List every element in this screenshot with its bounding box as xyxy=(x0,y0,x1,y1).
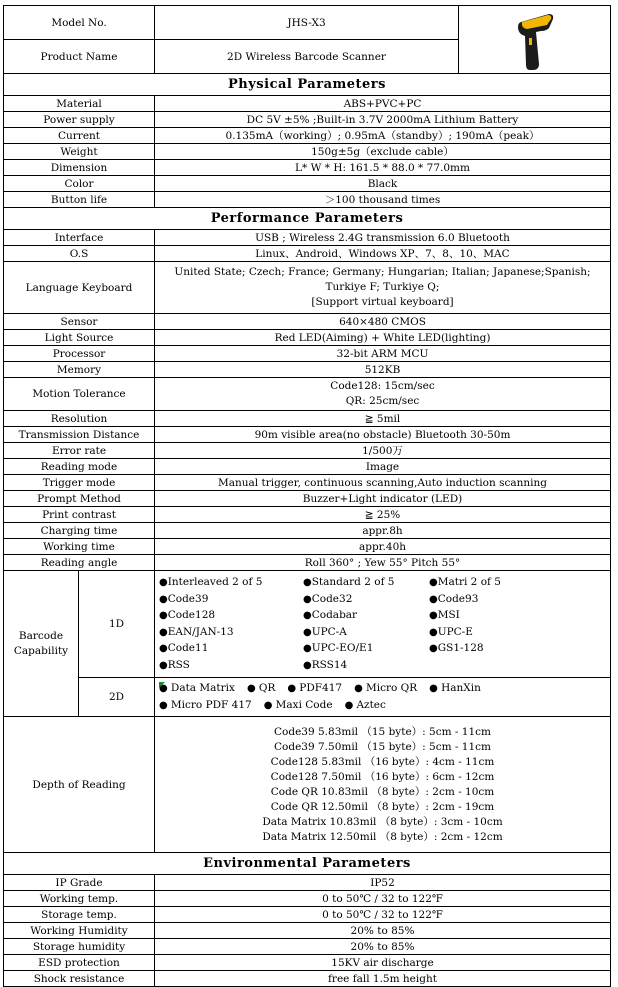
language-label: Language Keyboard xyxy=(4,262,155,314)
bullet-icon: ● xyxy=(159,700,171,711)
barcode-1d-item xyxy=(159,641,303,657)
barcode-2d-item xyxy=(159,681,235,697)
env-0-label: IP Grade xyxy=(4,875,155,891)
barcode-symbology: Micro PDF 417 xyxy=(170,699,252,711)
physical-4-value: L* W * H: 161.5 * 88.0 * 77.0mm xyxy=(155,160,611,176)
env-5-label: ESD protection xyxy=(4,955,155,971)
os-value: Linux、Android、Windows XP、7、8、10、MAC xyxy=(155,246,611,262)
perf-b-2-label: Error rate xyxy=(4,443,155,459)
depth-line: Code QR 12.50mil （8 byte）: 2cm - 19cm xyxy=(270,800,495,813)
perf-b-6-label: Print contrast xyxy=(4,507,155,523)
barcode-symbology: GS1-128 xyxy=(437,642,484,654)
barcode-1d-list xyxy=(155,571,611,678)
env-6-label: Shock resistance xyxy=(4,971,155,987)
bullet-icon: ● xyxy=(303,643,312,654)
barcode-scanner-icon xyxy=(515,12,555,74)
barcode-1d-item xyxy=(303,641,429,657)
env-2-value: 0 to 50℃ / 32 to 122℉ xyxy=(155,907,611,923)
bullet-icon: ● xyxy=(303,593,312,605)
barcode-symbology: Code93 xyxy=(437,592,479,605)
perf-a-1-row xyxy=(4,330,611,346)
perf-b-8-value: appr.40h xyxy=(155,539,611,555)
barcode-symbology: Matri 2 of 5 xyxy=(437,576,501,588)
env-4-label: Storage humidity xyxy=(4,939,155,955)
perf-b-3-label: Reading mode xyxy=(4,459,155,475)
barcode-symbology: Micro QR xyxy=(365,682,418,694)
barcode-1d-item xyxy=(159,658,303,674)
barcode-2d-item xyxy=(345,698,386,714)
physical-1-value: DC 5V ±5% ;Built-in 3.7V 2000mA Lithium Battery xyxy=(155,112,611,128)
barcode-symbology: Standard 2 of 5 xyxy=(311,576,395,588)
spec-sheet xyxy=(3,5,610,987)
physical-0-label: Material xyxy=(4,96,155,112)
perf-b-6-row xyxy=(4,507,611,523)
perf-a-2-row xyxy=(4,346,611,362)
cell-comment-marker xyxy=(159,682,165,688)
perf-b-8-row xyxy=(4,539,611,555)
language-row xyxy=(4,262,611,314)
perf-b-9-row xyxy=(4,555,611,571)
barcode-2d-row xyxy=(4,678,611,717)
bullet-icon: ● xyxy=(429,643,438,654)
barcode-symbology: RSS xyxy=(167,658,190,671)
physical-0-row xyxy=(4,96,611,112)
depth-line: Code128 7.50mil （16 byte）: 6cm - 12cm xyxy=(270,770,495,783)
bullet-icon: ● xyxy=(303,577,312,588)
barcode-2d-item xyxy=(159,698,252,714)
performance-section-title: Performance Parameters xyxy=(4,208,611,230)
physical-5-label: Color xyxy=(4,176,155,192)
physical-section-row xyxy=(4,74,611,96)
physical-2-label: Current xyxy=(4,128,155,144)
perf-b-8-label: Working time xyxy=(4,539,155,555)
barcode-2d-item xyxy=(429,681,481,697)
perf-b-4-label: Trigger mode xyxy=(4,475,155,491)
product-value: 2D Wireless Barcode Scanner xyxy=(155,40,459,74)
barcode-1d-item xyxy=(429,575,589,591)
physical-5-value: Black xyxy=(155,176,611,192)
barcode-symbology: UPC-A xyxy=(311,625,347,638)
barcode-1d-row xyxy=(4,571,611,678)
barcode-symbology: Aztec xyxy=(356,699,386,711)
perf-a-3-label: Memory xyxy=(4,362,155,378)
bullet-icon: ● xyxy=(429,577,438,588)
perf-a-1-value: Red LED(Aiming) + White LED(lighting) xyxy=(155,330,611,346)
barcode-symbology: Codabar xyxy=(311,609,358,621)
perf-b-7-value: appr.8h xyxy=(155,523,611,539)
bullet-icon: ● xyxy=(159,610,168,621)
env-4-row xyxy=(4,939,611,955)
model-label: Model No. xyxy=(4,6,155,40)
physical-2-row xyxy=(4,128,611,144)
barcode-symbology: RSS14 xyxy=(311,658,348,671)
barcode-1d-item xyxy=(303,592,429,608)
motion-line: Code128: 15cm/sec xyxy=(330,380,435,392)
depth-line: Code QR 10.83mil （8 byte）: 2cm - 10cm xyxy=(270,785,495,798)
perf-b-0-label: Resolution xyxy=(4,411,155,427)
motion-label: Motion Tolerance xyxy=(4,378,155,411)
interface-label: Interface xyxy=(4,230,155,246)
env-1-value: 0 to 50℃ / 32 to 122℉ xyxy=(155,891,611,907)
barcode-symbology: Code11 xyxy=(167,642,209,654)
bullet-icon: ● xyxy=(159,593,168,605)
barcode-2d-item xyxy=(287,681,342,697)
depth-line: Data Matrix 10.83mil （8 byte）: 3cm - 10cm xyxy=(262,815,503,828)
barcode-2d-item xyxy=(354,681,417,697)
physical-4-row xyxy=(4,160,611,176)
perf-b-5-value: Buzzer+Light indicator (LED) xyxy=(155,491,611,507)
bullet-icon: ● xyxy=(159,659,168,671)
product-label: Product Name xyxy=(4,40,155,74)
bullet-icon: ● xyxy=(159,577,168,588)
barcode-symbology: UPC-E xyxy=(437,625,473,638)
barcode-symbology: MSI xyxy=(437,609,460,621)
env-6-value: free fall 1.5m height xyxy=(155,971,611,987)
perf-b-2-value: 1/500万 xyxy=(155,443,611,459)
depth-line: Code39 5.83mil （15 byte）: 5cm - 11cm xyxy=(274,725,491,738)
performance-section-row xyxy=(4,208,611,230)
bullet-icon: ● xyxy=(429,626,438,638)
barcode-1d-item xyxy=(159,575,303,591)
barcode-capability-label-line: Capability xyxy=(13,644,69,657)
env-6-row xyxy=(4,971,611,987)
os-label: O.S xyxy=(4,246,155,262)
bullet-icon: ● xyxy=(287,683,300,694)
bullet-icon: ● xyxy=(159,643,168,654)
perf-a-0-row xyxy=(4,314,611,330)
perf-a-0-label: Sensor xyxy=(4,314,155,330)
barcode-symbology: UPC-EO/E1 xyxy=(311,642,374,654)
physical-section-title: Physical Parameters xyxy=(4,74,611,96)
perf-b-4-value: Manual trigger, continuous scanning,Auto induction scanning xyxy=(155,475,611,491)
perf-b-3-value: Image xyxy=(155,459,611,475)
perf-a-3-row xyxy=(4,362,611,378)
bullet-icon: ● xyxy=(344,700,357,711)
language-line: Turkiye F; Turkiye Q; xyxy=(325,281,440,293)
barcode-2d-item xyxy=(247,681,275,697)
environmental-section-row xyxy=(4,853,611,875)
barcode-1d-item xyxy=(429,641,589,657)
barcode-2d-label: 2D xyxy=(79,678,155,717)
physical-4-label: Dimension xyxy=(4,160,155,176)
physical-1-row xyxy=(4,112,611,128)
depth-line: Data Matrix 12.50mil （8 byte）: 2cm - 12cm xyxy=(262,830,503,843)
barcode-symbology: Code32 xyxy=(311,592,353,605)
barcode-1d-item xyxy=(303,625,429,641)
bullet-icon: ● xyxy=(303,659,312,671)
physical-5-row xyxy=(4,176,611,192)
env-5-row xyxy=(4,955,611,971)
physical-3-row xyxy=(4,144,611,160)
physical-6-value: ＞100 thousand times xyxy=(155,192,611,208)
barcode-2d-item xyxy=(264,698,333,714)
physical-2-value: 0.135mA（working）; 0.95mA（standby）; 190mA（peak） xyxy=(155,128,611,144)
physical-3-value: 150g±5g（exclude cable） xyxy=(155,144,611,160)
barcode-capability-label-line: Barcode xyxy=(18,629,64,642)
env-0-value: IP52 xyxy=(155,875,611,891)
barcode-capability-label xyxy=(4,571,79,717)
barcode-1d-item xyxy=(429,625,589,641)
bullet-icon: ● xyxy=(263,700,276,711)
perf-b-6-value: ≧ 25% xyxy=(155,507,611,523)
barcode-symbology: Data Matrix xyxy=(170,682,235,694)
motion-value xyxy=(155,378,611,411)
barcode-symbology: HanXin xyxy=(441,682,481,694)
model-row xyxy=(4,6,611,40)
barcode-1d-item xyxy=(303,575,429,591)
perf-b-2-row xyxy=(4,443,611,459)
env-3-label: Working Humidity xyxy=(4,923,155,939)
perf-a-0-value: 640×480 CMOS xyxy=(155,314,611,330)
interface-row xyxy=(4,230,611,246)
barcode-symbology: PDF417 xyxy=(299,682,343,694)
barcode-1d-item xyxy=(429,592,589,608)
product-image-cell xyxy=(459,6,611,74)
perf-b-4-row xyxy=(4,475,611,491)
barcode-1d-item xyxy=(429,608,589,624)
physical-6-label: Button life xyxy=(4,192,155,208)
perf-b-0-row xyxy=(4,411,611,427)
model-value: JHS-X3 xyxy=(155,6,459,40)
motion-row xyxy=(4,378,611,411)
spec-table xyxy=(3,5,611,987)
os-row xyxy=(4,246,611,262)
perf-a-2-label: Processor xyxy=(4,346,155,362)
env-1-row xyxy=(4,891,611,907)
env-4-value: 20% to 85% xyxy=(155,939,611,955)
perf-b-1-value: 90m visible area(no obstacle) Bluetooth 30-50m xyxy=(155,427,611,443)
barcode-symbology: Interleaved 2 of 5 xyxy=(167,576,263,588)
barcode-2d-list xyxy=(155,678,611,717)
perf-b-5-row xyxy=(4,491,611,507)
barcode-1d-grid xyxy=(155,573,610,675)
perf-b-9-label: Reading angle xyxy=(4,555,155,571)
barcode-symbology: EAN/JAN-13 xyxy=(167,625,234,638)
barcode-1d-item xyxy=(429,658,589,674)
env-3-value: 20% to 85% xyxy=(155,923,611,939)
physical-0-value: ABS+PVC+PC xyxy=(155,96,611,112)
bullet-icon: ● xyxy=(159,683,171,694)
perf-b-5-label: Prompt Method xyxy=(4,491,155,507)
perf-b-7-row xyxy=(4,523,611,539)
depth-line: Code39 7.50mil （15 byte）: 5cm - 11cm xyxy=(274,740,491,753)
bullet-icon: ● xyxy=(429,593,438,605)
barcode-symbology: Maxi Code xyxy=(275,699,333,711)
env-2-label: Storage temp. xyxy=(4,907,155,923)
environmental-section-title: Environmental Parameters xyxy=(4,853,611,875)
barcode-2d-line xyxy=(159,680,606,697)
physical-1-label: Power supply xyxy=(4,112,155,128)
barcode-1d-item xyxy=(159,608,303,624)
env-5-value: 15KV air discharge xyxy=(155,955,611,971)
perf-b-7-label: Charging time xyxy=(4,523,155,539)
bullet-icon: ● xyxy=(354,683,366,694)
language-line: United State; Czech; France; Germany; Hungarian; Italian; Japanese;Spanish; xyxy=(174,266,591,278)
depth-value xyxy=(155,717,611,853)
env-3-row xyxy=(4,923,611,939)
perf-a-3-value: 512KB xyxy=(155,362,611,378)
barcode-1d-item xyxy=(303,608,429,624)
env-1-label: Working temp. xyxy=(4,891,155,907)
motion-line: QR: 25cm/sec xyxy=(345,395,420,407)
barcode-1d-item xyxy=(159,592,303,608)
barcode-symbology: Code39 xyxy=(167,592,209,605)
bullet-icon: ● xyxy=(303,626,312,638)
bullet-icon: ● xyxy=(303,610,312,621)
env-2-row xyxy=(4,907,611,923)
interface-value: USB ; Wireless 2.4G transmission 6.0 Bluetooth xyxy=(155,230,611,246)
perf-a-2-value: 32-bit ARM MCU xyxy=(155,346,611,362)
physical-6-row xyxy=(4,192,611,208)
bullet-icon: ● xyxy=(159,626,168,638)
depth-label: Depth of Reading xyxy=(4,717,155,853)
bullet-icon: ● xyxy=(429,683,442,694)
perf-b-9-value: Roll 360° ; Yew 55° Pitch 55° xyxy=(155,555,611,571)
bullet-icon: ● xyxy=(246,683,259,694)
barcode-1d-item xyxy=(159,625,303,641)
perf-b-0-value: ≧ 5mil xyxy=(155,411,611,427)
depth-row xyxy=(4,717,611,853)
barcode-symbology: QR xyxy=(258,682,276,694)
env-0-row xyxy=(4,875,611,891)
bullet-icon: ● xyxy=(429,610,438,621)
barcode-1d-item xyxy=(303,658,429,674)
barcode-2d-line xyxy=(159,697,606,714)
barcode-1d-label: 1D xyxy=(79,571,155,678)
perf-a-1-label: Light Source xyxy=(4,330,155,346)
depth-line: Code128 5.83mil （16 byte）: 4cm - 11cm xyxy=(270,755,495,768)
language-line: [Support virtual keyboard] xyxy=(311,296,454,308)
language-value xyxy=(155,262,611,314)
barcode-symbology: Code128 xyxy=(167,609,216,621)
perf-b-1-label: Transmission Distance xyxy=(4,427,155,443)
perf-b-1-row xyxy=(4,427,611,443)
physical-3-label: Weight xyxy=(4,144,155,160)
perf-b-3-row xyxy=(4,459,611,475)
